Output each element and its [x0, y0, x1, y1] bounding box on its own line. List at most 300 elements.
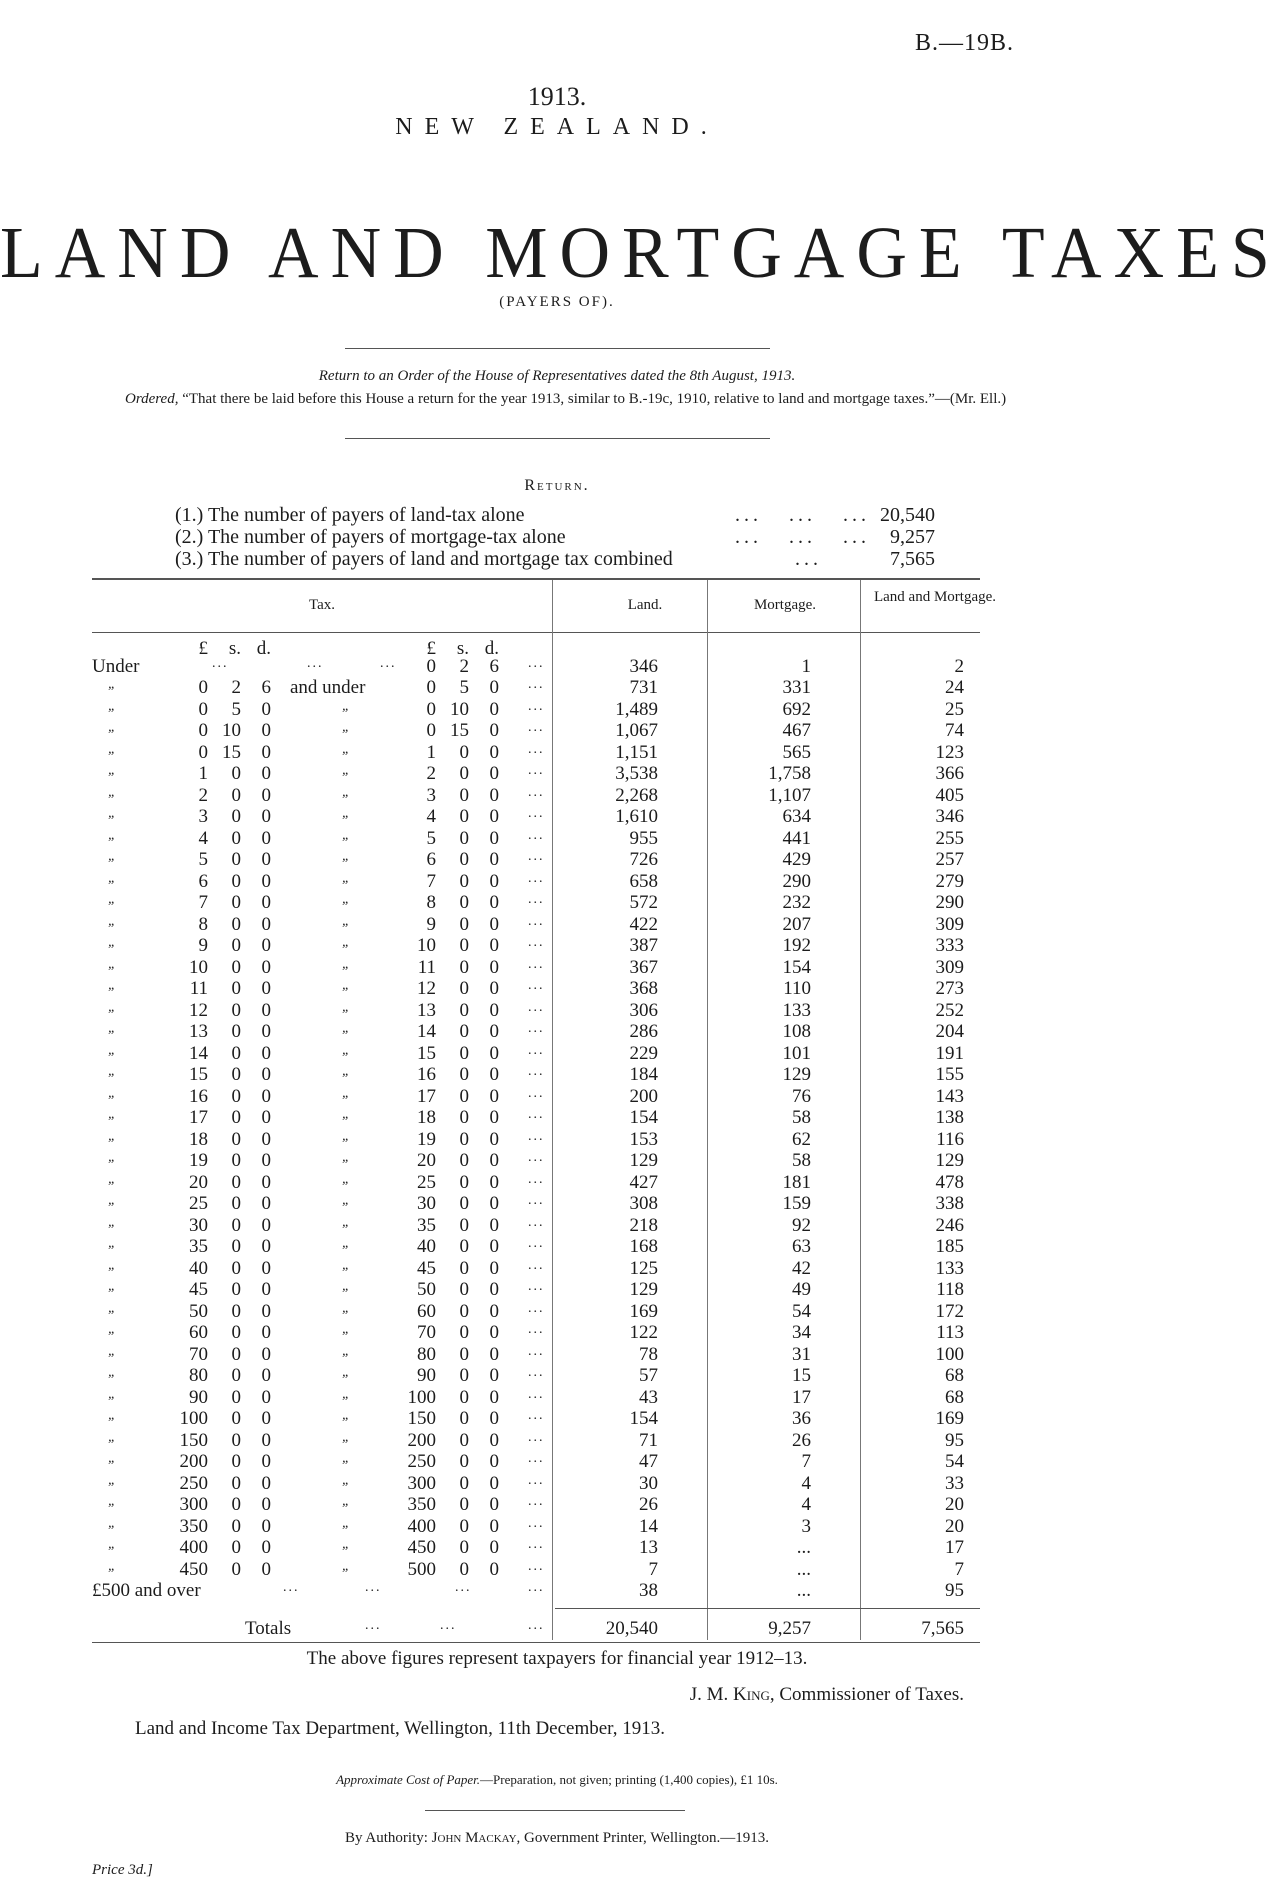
leader-dots: ... [528, 1064, 545, 1079]
ditto-mark: „ [342, 1150, 350, 1165]
to-pounds: 12 [417, 978, 436, 999]
country-heading: NEW ZEALAND. [395, 114, 719, 140]
ditto-mark: „ [342, 1494, 350, 1509]
from-pence: 0 [261, 763, 271, 784]
land-count: 13 [639, 1537, 658, 1558]
to-shillings: 0 [459, 784, 469, 806]
to-shillings: 0 [459, 1386, 469, 1408]
land-count: 168 [629, 1236, 658, 1257]
from-pence: 0 [261, 1472, 271, 1494]
to-pence: 0 [489, 870, 499, 892]
to-shillings: 0 [459, 1537, 469, 1558]
leader-dots: ... [528, 935, 545, 950]
header-land-and-mortgage: Land and Mortgage. [873, 589, 997, 605]
leader-dots: ... [528, 1021, 545, 1036]
to-shillings: 0 [459, 913, 469, 935]
to-shillings: 0 [459, 935, 469, 956]
ditto-mark: „ [342, 1322, 350, 1337]
table-row [0, 1344, 1114, 1365]
to-shillings: 0 [459, 892, 469, 913]
table-row [0, 871, 1114, 892]
to-shillings: 0 [459, 956, 469, 978]
from-pence: 0 [261, 1343, 271, 1365]
to-pounds: 450 [407, 1537, 436, 1558]
land-and-mortgage-count: 95 [945, 1580, 964, 1601]
land-count: 169 [629, 1300, 658, 1322]
table-row [0, 1107, 1114, 1128]
from-pounds: 20 [189, 1171, 208, 1193]
land-count: 153 [629, 1128, 658, 1150]
to-pounds: 70 [417, 1322, 436, 1343]
from-pence: 0 [261, 1365, 271, 1386]
land-and-mortgage-count: 24 [945, 677, 964, 698]
table-row [0, 1129, 1114, 1150]
from-pence: 0 [261, 1558, 271, 1580]
leader-dots: ... [528, 1042, 545, 1058]
table-row [0, 828, 1114, 849]
from-pence: 0 [261, 806, 271, 827]
from-pounds: 150 [179, 1429, 208, 1451]
ditto-mark: „ [108, 892, 116, 907]
from-shillings: 0 [231, 1257, 241, 1279]
table-row [0, 1301, 1114, 1322]
ditto-mark: „ [108, 1064, 116, 1079]
from-pence: 0 [261, 1322, 271, 1343]
to-pence: 0 [489, 913, 499, 935]
to-pounds: 14 [417, 1021, 436, 1042]
from-pence: 0 [261, 849, 271, 870]
mortgage-count: 159 [782, 1193, 811, 1214]
ditto-mark: „ [108, 1042, 116, 1058]
from-pence: 0 [261, 1042, 271, 1064]
summary-value: 7,565 [890, 548, 935, 570]
total-land: 20,540 [605, 1618, 658, 1639]
from-pounds: 70 [189, 1343, 208, 1365]
from-pence: 0 [261, 1193, 271, 1214]
leader-dots: ... [528, 1515, 545, 1531]
leader-dots: ... [528, 1107, 545, 1122]
land-count: 57 [639, 1365, 658, 1386]
land-count: 154 [629, 1107, 658, 1128]
document-year: 1913. [527, 82, 587, 111]
land-and-mortgage-count: 133 [935, 1257, 964, 1279]
land-and-mortgage-count: 366 [935, 763, 964, 784]
to-pence: 0 [489, 1085, 499, 1107]
leader-dots: ... [528, 1257, 545, 1273]
land-count: 427 [629, 1171, 658, 1193]
to-pence: 0 [489, 1257, 499, 1279]
land-count: 218 [629, 1214, 658, 1236]
ditto-mark: „ [342, 956, 350, 972]
land-count: 422 [629, 913, 658, 935]
header-mortgage: Mortgage. [753, 597, 817, 613]
from-shillings: 0 [231, 935, 241, 956]
land-count: 184 [629, 1064, 658, 1085]
land-and-mortgage-count: 116 [936, 1128, 964, 1150]
from-pounds: 40 [189, 1257, 208, 1279]
mortgage-count: 1 [801, 656, 811, 677]
mortgage-count: 31 [792, 1343, 811, 1365]
from-shillings: 15 [222, 741, 241, 763]
to-pounds: 0 [426, 698, 436, 720]
land-and-mortgage-count: 478 [935, 1171, 964, 1193]
from-shillings: 0 [231, 999, 241, 1021]
to-pence: 0 [489, 1386, 499, 1408]
land-count: 47 [639, 1451, 658, 1472]
from-pounds: 4 [198, 827, 208, 849]
to-pounds: 200 [407, 1429, 436, 1451]
to-pounds: 0 [426, 656, 436, 677]
mortgage-count: 26 [792, 1429, 811, 1451]
table-row [0, 1043, 1114, 1064]
mortgage-count: 1,758 [768, 763, 811, 784]
from-pounds: 100 [179, 1408, 208, 1429]
land-count: 30 [639, 1472, 658, 1494]
header-rule [92, 632, 980, 633]
from-pounds: 45 [189, 1279, 208, 1300]
from-shillings: 0 [231, 1214, 241, 1236]
mortgage-count: 129 [782, 1064, 811, 1085]
mortgage-count: 192 [782, 935, 811, 956]
document-reference: B.—19B. [914, 30, 1014, 56]
from-pounds: 18 [189, 1128, 208, 1150]
to-pounds: 80 [417, 1343, 436, 1365]
ditto-mark: „ [342, 1279, 350, 1294]
from-shillings: 0 [231, 1171, 241, 1193]
mortgage-count: 4 [801, 1494, 811, 1515]
mortgage-count: 110 [783, 978, 811, 999]
ditto-mark: „ [108, 1257, 116, 1273]
from-shillings: 0 [231, 1021, 241, 1042]
leader-dots: ... [528, 827, 545, 843]
from-pence: 0 [261, 1300, 271, 1322]
ditto-mark: „ [108, 1128, 116, 1144]
land-count: 129 [629, 1150, 658, 1171]
to-pence: 0 [489, 784, 499, 806]
from-pence: 0 [261, 935, 271, 956]
to-pounds: 45 [417, 1257, 436, 1279]
land-count: 1,067 [615, 720, 658, 741]
to-pence: 0 [489, 827, 499, 849]
ditto-mark: „ [108, 720, 116, 735]
signature [690, 1684, 964, 1706]
total-mortgage: 9,257 [768, 1618, 811, 1639]
from-shillings: 0 [231, 1107, 241, 1128]
table-top-rule [92, 578, 980, 580]
mortgage-count: ... [796, 1580, 811, 1601]
table-row [0, 1236, 1114, 1257]
leader-dots: ... [528, 1128, 545, 1144]
to-pounds: 150 [407, 1408, 436, 1429]
from-pounds: 0 [198, 741, 208, 763]
from-pence: 0 [261, 1408, 271, 1429]
from-pounds: 16 [189, 1085, 208, 1107]
land-and-mortgage-count: 95 [945, 1429, 964, 1451]
table-row [0, 978, 1114, 999]
leader-dots: ... [528, 1429, 545, 1445]
ditto-mark: „ [108, 1408, 116, 1423]
from-shillings: 0 [231, 870, 241, 892]
leader-dots: ... [528, 1300, 545, 1316]
to-pence: 0 [489, 1064, 499, 1085]
mortgage-count: 15 [792, 1365, 811, 1386]
ditto-mark: „ [342, 935, 350, 950]
leader-dots: ... [528, 1150, 545, 1165]
from-shillings: 0 [231, 1300, 241, 1322]
ditto-mark: „ [108, 1386, 116, 1402]
mortgage-count: 692 [782, 698, 811, 720]
table-row [0, 1258, 1114, 1279]
summary-label: (1.) The number of payers of land-tax alone [175, 504, 525, 526]
price-label: Price 3d.] [92, 1862, 153, 1878]
from-shillings: 0 [231, 1515, 241, 1537]
ditto-mark: „ [342, 892, 350, 907]
to-shillings: 0 [459, 806, 469, 827]
from-pence: 0 [261, 1494, 271, 1515]
ditto-mark: „ [342, 999, 350, 1015]
from-pounds: 8 [198, 913, 208, 935]
divider [345, 348, 770, 349]
from-shillings: 0 [231, 1429, 241, 1451]
to-pounds: 250 [407, 1451, 436, 1472]
mortgage-count: 42 [792, 1257, 811, 1279]
ditto-mark: „ [108, 1558, 116, 1574]
to-shillings: 0 [459, 1107, 469, 1128]
table-row [0, 1580, 1114, 1601]
leader-dots: ... [455, 1580, 472, 1595]
land-count: 3,538 [615, 763, 658, 784]
leader-dots: ... [528, 892, 545, 907]
return-heading: Return. [524, 477, 590, 494]
ditto-mark: „ [342, 827, 350, 843]
ditto-mark: „ [342, 1472, 350, 1488]
table-row [0, 1021, 1114, 1042]
to-shillings: 0 [459, 1451, 469, 1472]
to-pounds: 350 [407, 1494, 436, 1515]
from-shillings: 0 [231, 892, 241, 913]
from-pounds: 3 [198, 806, 208, 827]
from-pounds: 60 [189, 1322, 208, 1343]
from-pence: 0 [261, 698, 271, 720]
ditto-mark: „ [342, 1257, 350, 1273]
mortgage-count: 7 [801, 1451, 811, 1472]
leader-dots: ... [528, 1365, 545, 1380]
to-pence: 0 [489, 1472, 499, 1494]
mortgage-count: 133 [782, 999, 811, 1021]
to-pence: 0 [489, 1451, 499, 1472]
to-pounds: 60 [417, 1300, 436, 1322]
from-shillings: 0 [231, 827, 241, 849]
from-pence: 0 [261, 1537, 271, 1558]
land-and-mortgage-count: 20 [945, 1515, 964, 1537]
leader-dots: ... [528, 1343, 545, 1359]
to-shillings: 0 [459, 741, 469, 763]
ditto-mark: „ [342, 1214, 350, 1230]
land-and-mortgage-count: 100 [935, 1343, 964, 1365]
from-shillings: 0 [231, 784, 241, 806]
from-pence: 0 [261, 892, 271, 913]
ditto-mark: „ [108, 978, 116, 993]
document-title: LAND AND MORTGAGE TAXES [0, 213, 1282, 294]
from-shillings: 0 [231, 1451, 241, 1472]
table-row [0, 1172, 1114, 1193]
order-line: Return to an Order of the House of Representatives dated the 8th August, 1913. [318, 368, 796, 384]
ditto-mark: „ [342, 1064, 350, 1079]
to-shillings: 0 [459, 1515, 469, 1537]
from-pounds: 2 [198, 784, 208, 806]
ditto-mark: „ [108, 870, 116, 886]
from-pence: 0 [261, 913, 271, 935]
land-and-mortgage-count: 204 [935, 1021, 964, 1042]
land-and-mortgage-count: 169 [935, 1408, 964, 1429]
land-and-mortgage-count: 54 [945, 1451, 964, 1472]
to-pence: 0 [489, 1236, 499, 1257]
ditto-mark: „ [108, 956, 116, 972]
land-and-mortgage-count: 338 [935, 1193, 964, 1214]
ditto-mark: „ [108, 935, 116, 950]
leader-dots: ... [528, 698, 545, 714]
to-pence: 0 [489, 956, 499, 978]
ditto-mark: „ [342, 698, 350, 714]
land-count: 78 [639, 1343, 658, 1365]
to-pounds: 17 [417, 1085, 436, 1107]
table-row [0, 763, 1114, 784]
ditto-mark: „ [342, 1558, 350, 1574]
table-row [0, 1559, 1114, 1580]
to-pence: 0 [489, 935, 499, 956]
to-shillings: 10 [450, 698, 469, 720]
mortgage-count: 232 [782, 892, 811, 913]
cost-line [0, 1772, 1114, 1788]
from-pence: 6 [261, 677, 271, 698]
to-pence: 0 [489, 806, 499, 827]
to-pounds: 100 [407, 1386, 436, 1408]
land-and-mortgage-count: 252 [935, 999, 964, 1021]
leader-dots: ... [528, 978, 545, 993]
ditto-mark: „ [108, 698, 116, 714]
mortgage-count: 565 [782, 741, 811, 763]
to-pence: 0 [489, 1494, 499, 1515]
table-bottom-rule [92, 1642, 980, 1643]
to-pounds: 9 [426, 913, 436, 935]
land-count: 38 [639, 1580, 658, 1601]
land-count: 346 [629, 656, 658, 677]
leader-dots: ... [528, 1472, 545, 1488]
table-row [0, 1064, 1114, 1085]
leader-dots: ... [528, 849, 545, 864]
to-pence: 0 [489, 1042, 499, 1064]
mortgage-count: 1,107 [768, 784, 811, 806]
summary-item [175, 526, 935, 548]
mortgage-count: 634 [782, 806, 811, 827]
summary-item [175, 504, 935, 526]
ditto-mark: „ [108, 913, 116, 929]
leader-dots: ... [528, 870, 545, 886]
table-row [0, 1494, 1114, 1515]
land-count: 14 [639, 1515, 658, 1537]
from-pounds: 11 [189, 978, 208, 999]
from-pounds: 25 [189, 1193, 208, 1214]
leader-dots: ... [528, 999, 545, 1015]
leader-dots: ... [528, 1386, 545, 1402]
from-shillings: 0 [231, 1386, 241, 1408]
to-pence: 0 [489, 720, 499, 741]
land-count: 7 [648, 1558, 658, 1580]
ditto-mark: „ [108, 849, 116, 864]
from-pounds: 19 [189, 1150, 208, 1171]
ditto-mark: „ [342, 1451, 350, 1466]
ditto-mark: „ [108, 1429, 116, 1445]
to-shillings: 0 [459, 999, 469, 1021]
to-shillings: 0 [459, 1472, 469, 1494]
ditto-mark: „ [108, 1300, 116, 1316]
from-shillings: 0 [231, 1128, 241, 1150]
to-pence: 6 [489, 656, 499, 677]
to-pounds: 50 [417, 1279, 436, 1300]
ditto-mark: „ [108, 741, 116, 757]
land-count: 286 [629, 1021, 658, 1042]
land-and-mortgage-count: 33 [945, 1472, 964, 1494]
mortgage-count: 36 [792, 1408, 811, 1429]
from-pounds: 35 [189, 1236, 208, 1257]
mortgage-count: 54 [792, 1300, 811, 1322]
leader-dots: ... [440, 1618, 457, 1633]
ditto-mark: „ [342, 870, 350, 886]
land-and-mortgage-count: 346 [935, 806, 964, 827]
table-row [0, 1387, 1114, 1408]
leader-dots: ... [528, 956, 545, 972]
leader-dots: ... [212, 656, 229, 671]
ditto-mark: „ [342, 1171, 350, 1187]
to-shillings: 0 [459, 1236, 469, 1257]
from-pence: 0 [261, 956, 271, 978]
land-count: 1,610 [615, 806, 658, 827]
from-pounds: 0 [198, 698, 208, 720]
from-pence: 0 [261, 999, 271, 1021]
leader-dots: ... [380, 656, 397, 671]
from-pounds: 17 [189, 1107, 208, 1128]
from-pence: 0 [261, 870, 271, 892]
to-pounds: 40 [417, 1236, 436, 1257]
ditto-mark: „ [342, 1085, 350, 1101]
ditto-mark: „ [108, 1021, 116, 1036]
mortgage-count: 3 [801, 1515, 811, 1537]
ditto-mark: „ [342, 806, 350, 821]
land-and-mortgage-count: 309 [935, 913, 964, 935]
land-and-mortgage-count: 129 [935, 1150, 964, 1171]
table-row [0, 1322, 1114, 1343]
to-pounds: 25 [417, 1171, 436, 1193]
leader-dots: ... [528, 763, 545, 778]
to-pence: 0 [489, 1300, 499, 1322]
document-subtitle: (PAYERS OF). [499, 294, 615, 310]
land-and-mortgage-count: 7 [954, 1558, 964, 1580]
table-row [0, 1473, 1114, 1494]
ditto-mark: „ [342, 784, 350, 800]
land-and-mortgage-count: 185 [935, 1236, 964, 1257]
summary-label: (3.) The number of payers of land and mortgage tax combined [175, 548, 673, 570]
land-and-mortgage-count: 2 [954, 656, 964, 677]
totals-rule [555, 1608, 980, 1609]
ditto-mark: „ [108, 1515, 116, 1531]
to-pence: 0 [489, 849, 499, 870]
to-pounds: 15 [417, 1042, 436, 1064]
under-label: Under [92, 656, 140, 677]
mortgage-count: 441 [782, 827, 811, 849]
from-pence: 0 [261, 1214, 271, 1236]
land-count: 200 [629, 1085, 658, 1107]
to-pounds: 20 [417, 1150, 436, 1171]
